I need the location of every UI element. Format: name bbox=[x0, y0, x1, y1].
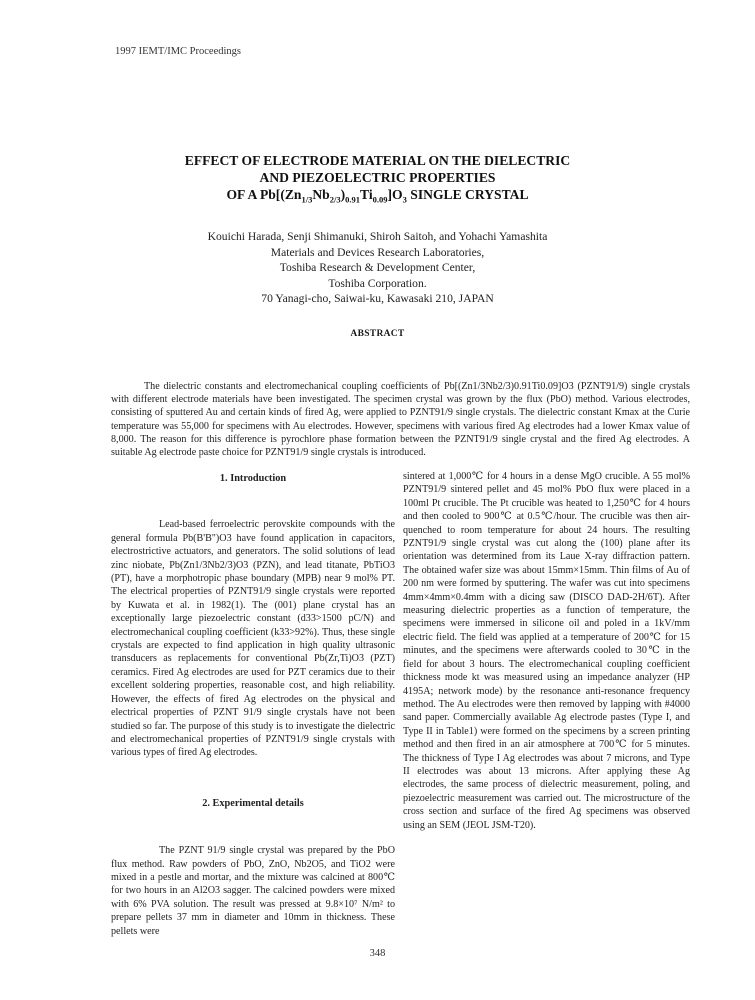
abstract-text: The dielectric constants and electromechanical coupling coefficients of Pb[(Zn1/3Nb2/3)0.91Ti0.09]O3 (PZNT91/9) single crystals with different electrode materials have been investigated. The specimen crystal was grown by the flux (PbO) method. Various electrodes, consisting of sputtered Au and certain kinds of fired Ag, were applied to PZNT91/9 single crystals. The dielectric constant Kmax at the Curie temperature was 55,000 for specimens with Au electrodes. However, specimens with various fired Ag electrodes had a lower Kmax value of 8,000. The reason for this difference is pyrochlore phase formation between the PZNT91/9 single crystal and the fired Ag electrodes. A suitable Ag electrode paste choice for PZNT91/9 single crystals is introduced. bbox=[111, 381, 690, 459]
running-head: 1997 IEMT/IMC Proceedings bbox=[115, 46, 241, 57]
title-formula-part: SINGLE CRYSTAL bbox=[406, 187, 529, 202]
abstract-heading: ABSTRACT bbox=[350, 329, 405, 339]
title-subscript: 2/3 bbox=[329, 194, 341, 205]
experimental-paragraph-right: sintered at 1,000℃ for 4 hours in a dense MgO crucible. A 55 mol% PZNT91/9 sintered pellet and 45 mol% PbO flux were placed in a 100ml Pt crucible. The Pt crucible was heated to 1,250℃ for 4 hours and then cooled to 900℃ at 0.5℃/hour. The crucible was then air-quenched to room temperature for about 24 hours. The resulting PZNT91/9 single crystal was cut along the (100) plane after its orientation was determined from its Laue X-ray diffraction pattern. The obtained wafer size was about 15mm×15mm. Thin films of Au of 200 nm were formed by sputtering. The wafer was cut into specimens 4mm×4mm×0.4mm with a dicing saw (DISCO DAD-2H/6T). After measuring dielectric properties as a function of temperature, the specimens were immersed in silicone oil and poled in a 1kV/mm electric field. The field was applied at a temperature of 200℃ for 15 minutes, and the specimens were afterwards cooled to 30℃ in the field for about 3 hours. The electromechanical coupling coefficient thickness mode kt was measured using an impedance analyzer (HP 4195A; network mode) by the resonance anti-resonance frequency method. The Au electrodes were then removed by lapping with #4000 sand paper. Commercially available Ag electrode pastes (Type I, and Type II in Table1) were formed on the specimens by a screen printing method and then fired in an air atmosphere at 700℃ for 5 minutes. The thickness of Type I Ag electrodes was about 7 microns, and Type II electrodes was about 13 microns. After applying these Ag electrodes, the same process of dielectric measurement, poling, and piezoelectric measurement was carried out. The microstructure of the cross section and surface of the fired Ag specimens was observed using an SEM (JEOL JSM-T20). bbox=[403, 471, 690, 831]
title-formula-part: OF A Pb[(Zn bbox=[226, 187, 302, 202]
section-heading-experimental: 2. Experimental details bbox=[202, 797, 304, 809]
author-block bbox=[0, 229, 755, 307]
title-line-3 bbox=[0, 186, 755, 203]
title-formula-part: ]O bbox=[387, 187, 403, 202]
right-column bbox=[403, 470, 690, 832]
title-subscript: 0.09 bbox=[372, 194, 388, 205]
introduction-paragraph: Lead-based ferroelectric perovskite compounds with the general formula Pb(B'B")O3 have found application in capacitors, electrostrictive actuators, and generators. The solid solutions of lead zinc niobate, Pb(Zn1/3Nb2/3)O3 (PZN), and lead titanate, PbTiO3 (PT), have a morphotropic phase boundary (MPB) near 9 mol% PT. The electrical properties of PZNT91/9 single crystals were reported by Kuwata et al. in 1982(1). The (001) plane crystal has an exceptionally large piezoelectric constant (d33>1500 pC/N) and electromechanical coupling coefficient (k33>92%). Thus, these single crystals are expected to find application in high quality ultrasonic transducers as replacements for conventional Pb(Zr,Ti)O3 (PZT) ceramics. Fired Ag electrodes are used for PZT ceramics due to their excellent soldering properties, reasonable cost, and high reliability. However, the effects of fired Ag electrodes on the physical and electrical properties of PZNT 91/9 single crystals have not been studied so far. The purpose of this study is to investigate the dielectric and electromechanical properties of PZNT91/9 single crystals with various types of fired Ag electrodes. bbox=[111, 519, 395, 759]
left-column bbox=[111, 472, 395, 938]
title-subscript: 1/3 bbox=[301, 194, 313, 205]
title-line-2: AND PIEZOELECTRIC PROPERTIES bbox=[259, 170, 496, 185]
title-line-1: EFFECT OF ELECTRODE MATERIAL ON THE DIELECTRIC bbox=[184, 153, 571, 168]
page-number: 348 bbox=[369, 948, 386, 959]
affiliation-line: Toshiba Corporation. bbox=[328, 276, 427, 290]
author-names: Kouichi Harada, Senji Shimanuki, Shiroh Saitoh, and Yohachi Yamashita bbox=[207, 230, 548, 243]
title-formula-part: Nb bbox=[312, 187, 330, 202]
section-heading-introduction: 1. Introduction bbox=[219, 473, 287, 484]
affiliation-line: Toshiba Research & Development Center, bbox=[279, 261, 476, 275]
title-subscript: 3 bbox=[402, 194, 407, 205]
paper-title bbox=[0, 152, 755, 203]
abstract-body bbox=[111, 380, 690, 459]
author-address: 70 Yanagi-cho, Saiwai-ku, Kawasaki 210, JAPAN bbox=[261, 292, 494, 306]
title-formula-part: ) bbox=[340, 187, 346, 202]
title-formula-part: Ti bbox=[360, 187, 373, 202]
title-subscript: 0.91 bbox=[345, 194, 361, 205]
affiliation-line: Materials and Devices Research Laboratories, bbox=[270, 245, 485, 259]
experimental-paragraph-left: The PZNT 91/9 single crystal was prepared by the PbO flux method. Raw powders of PbO, ZnO, Nb2O5, and TiO2 were mixed in a pestle and mortar, and the mixture was calcined at 800℃ for two hours in an Al2O3 sagger. The calcined powders were mixed with 6% PVA solution. The result was pressed at 9.8×10⁷ N/m² to prepare pellets 37 mm in diameter and 10mm in thickness. These pellets were bbox=[111, 845, 395, 937]
